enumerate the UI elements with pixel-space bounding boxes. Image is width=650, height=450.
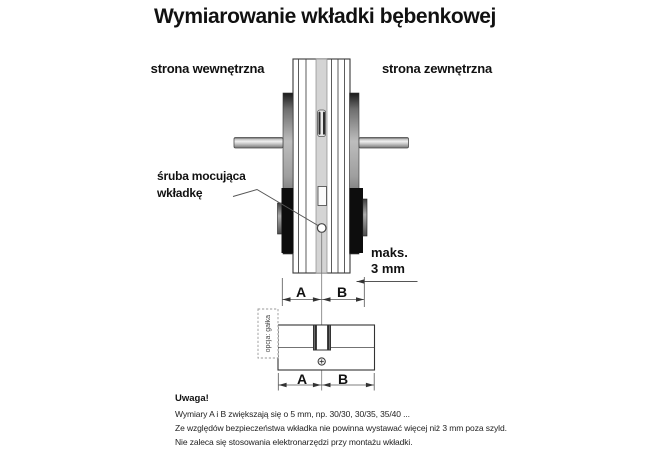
max-protrusion-arrow bbox=[357, 279, 418, 283]
bolt-detail bbox=[318, 187, 327, 206]
lower-dimension-lines bbox=[278, 373, 374, 391]
spindle-outer bbox=[359, 138, 409, 149]
knob-option-label: opcja: gałka bbox=[264, 314, 272, 353]
upper-dim-a-label: A bbox=[295, 284, 307, 300]
page-title: Wymiarowanie wkładki bębenkowej bbox=[154, 5, 496, 28]
fixing-screw-label bbox=[157, 168, 257, 202]
outer-side-label: strona zewnętrzna bbox=[381, 61, 492, 76]
latch-slot bbox=[318, 110, 326, 137]
max-protrusion-label-line1: maks. bbox=[371, 245, 408, 260]
max-protrusion-label bbox=[371, 245, 431, 277]
max-protrusion-label-line2: 3 mm bbox=[371, 261, 405, 276]
inner-side-label: strona wewnętrzna bbox=[150, 61, 265, 76]
cylinder-end-inner bbox=[278, 203, 282, 234]
lower-dim-b-label: B bbox=[337, 371, 349, 387]
notes-line-3: Nie zaleca się stosowania elektronarzędzi przy montażu wkładki. bbox=[175, 437, 413, 447]
fixing-screw-label-line2: wkładkę bbox=[157, 186, 203, 200]
fixing-screw bbox=[317, 224, 326, 233]
fixing-screw-label-line1: śruba mocująca bbox=[157, 169, 246, 183]
spindle-inner bbox=[234, 138, 283, 149]
cam-slot bbox=[314, 325, 331, 350]
cylinder-fixing-screw-hole bbox=[318, 358, 325, 365]
cylinder-body-outer bbox=[350, 188, 364, 253]
notes-line-2: Ze względów bezpieczeństwa wkładka nie powinna wystawać więcej niż 3 mm poza szyld. bbox=[175, 423, 507, 433]
notes-line-1: Wymiary A i B zwiększają się o 5 mm, np. 30/30, 30/35, 35/40 ... bbox=[175, 409, 410, 419]
knob-option bbox=[258, 309, 278, 358]
cylinder-body-inner bbox=[282, 188, 294, 253]
lower-dim-a-label: A bbox=[296, 371, 308, 387]
notes-block bbox=[175, 393, 535, 449]
upper-dim-b-label: B bbox=[336, 284, 348, 300]
notes-heading: Uwaga! bbox=[175, 393, 209, 404]
cylinder-end-outer bbox=[363, 199, 367, 236]
